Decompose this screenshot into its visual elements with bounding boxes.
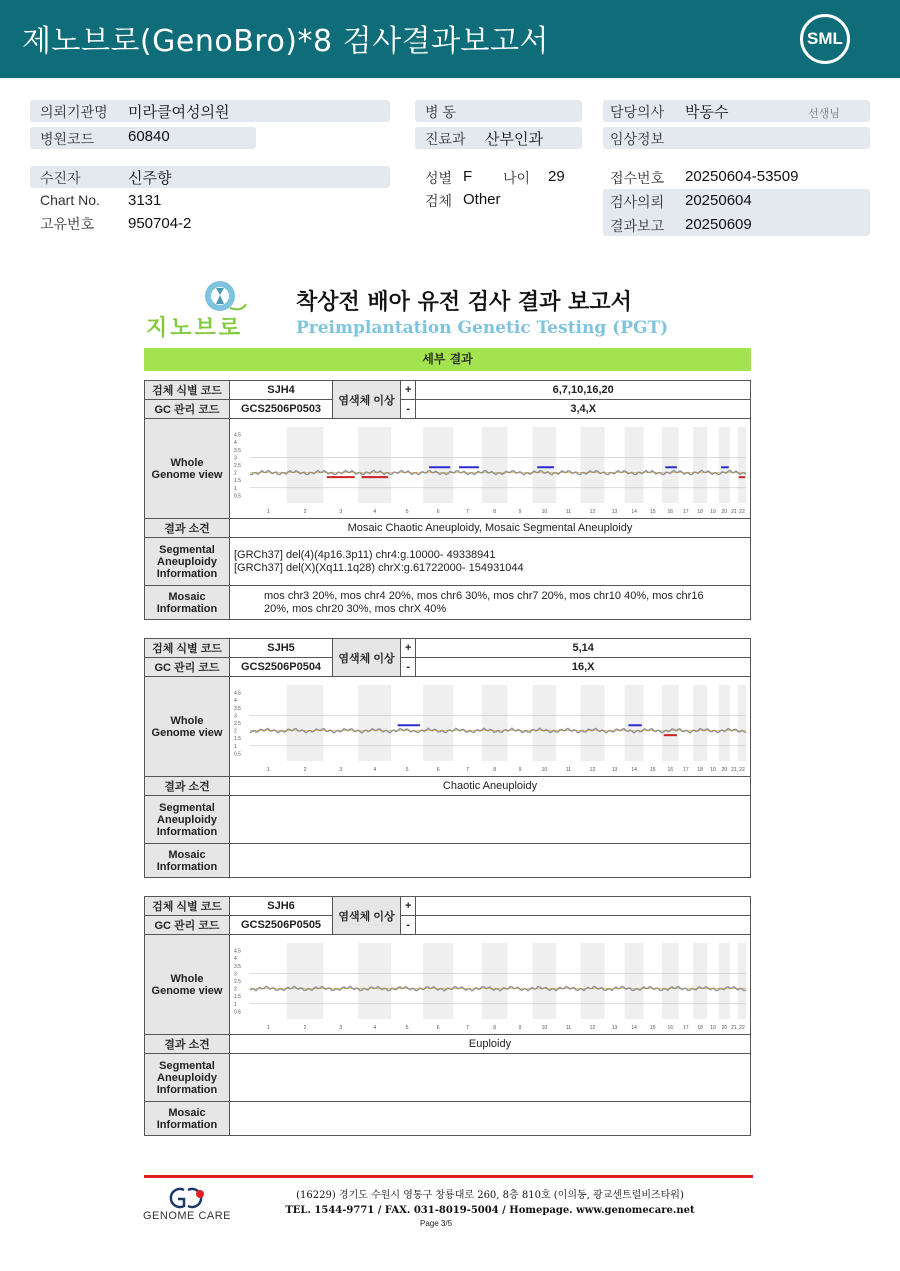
whole-genome-label: Whole Genome view — [145, 677, 230, 777]
y-tick-label: 1.5 — [234, 478, 241, 485]
y-tick-label: 1 — [234, 485, 237, 492]
y-tick-label: 1 — [234, 743, 237, 750]
age-value: 29 — [548, 168, 565, 185]
loss-sign: - — [401, 400, 416, 419]
chrom-tick-label: 11 — [565, 767, 572, 773]
dept-value: 산부인과 — [485, 131, 543, 148]
chrom-tick-label: 20 — [721, 1025, 728, 1031]
segmental-label: Segmental Aneuploidy Information — [145, 538, 230, 586]
y-tick-label: 4.5 — [234, 948, 241, 955]
segmental-value — [230, 1054, 751, 1102]
sample-table — [144, 380, 751, 620]
y-tick-label: 2 — [234, 986, 237, 993]
mosaic-value — [230, 844, 751, 878]
chrom-tick-label: 16 — [667, 767, 674, 773]
sml-logo: SML — [800, 14, 850, 64]
chrom-tick-label: 6 — [436, 1025, 440, 1031]
footer-contact: TEL. 1544-9771 / FAX. 031-8019-5004 / Homepage. www.genomecare.net — [285, 1205, 695, 1216]
chrom-tick-label: 19 — [710, 1025, 716, 1031]
chrom-tick-label: 14 — [631, 767, 637, 773]
chrom-tick-label: 13 — [611, 767, 618, 773]
gc-code-value: GCS2506P0504 — [230, 658, 333, 677]
hospital-code-value: 60840 — [128, 128, 170, 145]
gc-code-value: GCS2506P0503 — [230, 400, 333, 419]
chrom-tick-label: 4 — [373, 767, 377, 773]
chrom-tick-label: 12 — [589, 767, 596, 773]
chrom-tick-label: 2 — [303, 509, 307, 515]
chrom-tick-label: 14 — [631, 1025, 637, 1031]
request-value: 20250604 — [685, 192, 752, 209]
y-tick-label: 4 — [234, 956, 237, 963]
chrom-tick-label: 14 — [631, 509, 637, 515]
chrom-tick-label: 6 — [436, 767, 440, 773]
receipt-label: 접수번호 — [610, 170, 665, 186]
chrom-tick-label: 17 — [683, 767, 689, 773]
chrom-tick-label: 18 — [697, 1025, 703, 1031]
chrom-tick-label: 1 — [266, 509, 270, 515]
loss-sign: - — [401, 658, 416, 677]
sex-label: 성별 — [425, 170, 453, 186]
gain-chromosomes: 5,14 — [416, 639, 751, 658]
finding-value: Euploidy — [230, 1035, 751, 1054]
genome-care-logo-icon — [166, 1186, 208, 1210]
y-tick-label: 3.5 — [234, 447, 241, 454]
chrom-tick-label: 17 — [683, 1025, 689, 1031]
chrom-tick-label: 22 — [739, 509, 745, 515]
y-tick-label: 2.5 — [234, 721, 241, 727]
footer-address-block — [270, 1188, 710, 1218]
finding-value: Chaotic Aneuploidy — [230, 777, 751, 796]
chrom-tick-label: 9 — [518, 1025, 522, 1031]
chrom-tick-label: 15 — [650, 1025, 656, 1031]
chrom-tick-label: 4 — [373, 1025, 377, 1031]
unique-id-label: 고유번호 — [40, 216, 95, 232]
mosaic-value: mos chr3 20%, mos chr4 20%, mos chr6 30%, mos chr7 20%, mos chr10 40%, mos chr16 20%, mos chr20 30%, mos chrX 40% — [230, 586, 751, 620]
finding-label: 결과 소견 — [145, 519, 230, 538]
chrom-tick-label: 15 — [650, 509, 656, 515]
y-tick-label: 3.5 — [234, 705, 241, 712]
hospital-code-label: 병원코드 — [40, 131, 95, 147]
specimen-label: 검체 — [425, 193, 453, 209]
gain-chromosomes — [416, 897, 751, 916]
chrom-abnormal-label: 염색체 이상 — [333, 381, 401, 419]
chrom-tick-label: 8 — [493, 767, 497, 773]
y-tick-label: 3.5 — [234, 963, 241, 970]
chrom-tick-label: 11 — [565, 509, 572, 515]
y-tick-label: 3 — [234, 713, 237, 720]
chrom-tick-label: 8 — [493, 509, 497, 515]
y-tick-label: 2 — [234, 728, 237, 735]
loss-chromosomes — [416, 916, 751, 935]
y-tick-label: 0.5 — [234, 1009, 241, 1016]
finding-value: Mosaic Chaotic Aneuploidy, Mosaic Segmental Aneuploidy — [230, 519, 751, 538]
genobro-logo-text: 지노브로 — [146, 316, 244, 341]
y-tick-label: 4.5 — [234, 432, 241, 439]
dept-label: 진료과 — [425, 131, 466, 147]
loss-sign: - — [401, 916, 416, 935]
y-tick-label: 1 — [234, 1001, 237, 1008]
chrom-tick-label: 19 — [710, 767, 716, 773]
gain-sign: + — [401, 639, 416, 658]
sample-id-value: SJH4 — [230, 381, 333, 400]
sample-id-label: 검체 식별 코드 — [145, 897, 230, 916]
chrom-tick-label: 10 — [541, 767, 548, 773]
y-tick-label: 0.5 — [234, 493, 241, 500]
genome-care-brand: GENOME CARE — [143, 1210, 232, 1222]
report-header-title: 제노브로(GenoBro)*8 검사결과보고서 — [22, 24, 549, 59]
gain-sign: + — [401, 381, 416, 400]
y-tick-label: 2.5 — [234, 463, 241, 469]
whole-genome-plot — [232, 421, 750, 515]
sample-id-value: SJH5 — [230, 639, 333, 658]
y-tick-label: 1.5 — [234, 994, 241, 1001]
chrom-tick-label: 19 — [710, 509, 716, 515]
chrom-tick-label: 15 — [650, 767, 656, 773]
loss-chromosomes: 3,4,X — [416, 400, 751, 419]
ward-label: 병 동 — [425, 104, 456, 120]
gain-chromosomes: 6,7,10,16,20 — [416, 381, 751, 400]
chrom-tick-label: 21 — [731, 1025, 737, 1031]
chrom-tick-label: 13 — [611, 1025, 618, 1031]
whole-genome-plot — [232, 679, 750, 773]
mosaic-label: Mosaic Information — [145, 586, 230, 620]
gc-code-label: GC 관리 코드 — [145, 400, 230, 419]
segmental-line: [GRCh37] del(X)(Xq11.1q28) chrX:g.61722000- 154931044 — [234, 561, 524, 574]
y-tick-label: 2.5 — [234, 979, 241, 985]
detail-section-header: 세부 결과 — [144, 348, 751, 371]
unique-id-value: 950704-2 — [128, 215, 192, 232]
chrom-tick-label: 11 — [565, 1025, 572, 1031]
chrom-abnormal-label: 염색체 이상 — [333, 897, 401, 935]
chrom-tick-label: 22 — [739, 767, 745, 773]
gain-sign: + — [401, 897, 416, 916]
report-date-label: 결과보고 — [610, 218, 665, 234]
chrom-tick-label: 5 — [405, 1025, 409, 1031]
chrom-tick-label: 3 — [339, 509, 343, 515]
loss-chromosomes: 16,X — [416, 658, 751, 677]
chrom-tick-label: 22 — [739, 1025, 745, 1031]
doctor-suffix: 선생님 — [808, 108, 840, 120]
patient-name-label: 수진자 — [40, 170, 81, 186]
chrom-tick-label: 8 — [493, 1025, 497, 1031]
chrom-tick-label: 12 — [589, 1025, 596, 1031]
chrom-tick-label: 21 — [731, 509, 737, 515]
chart-label: Chart No. — [40, 192, 100, 208]
y-tick-label: 3 — [234, 971, 237, 978]
chrom-tick-label: 1 — [266, 1025, 270, 1031]
y-tick-label: 4 — [234, 440, 237, 447]
sample-table — [144, 896, 751, 1136]
finding-label: 결과 소견 — [145, 1035, 230, 1054]
chrom-abnormal-label: 염색체 이상 — [333, 639, 401, 677]
receipt-value: 20250604-53509 — [685, 168, 799, 185]
chrom-tick-label: 10 — [541, 509, 548, 515]
mosaic-value — [230, 1102, 751, 1136]
chrom-tick-label: 21 — [731, 767, 737, 773]
patient-name-value: 신주향 — [128, 170, 172, 187]
mosaic-label: Mosaic Information — [145, 844, 230, 878]
institution-label: 의뢰기관명 — [40, 104, 108, 120]
chrom-tick-label: 6 — [436, 509, 440, 515]
chrom-tick-label: 18 — [697, 509, 703, 515]
doctor-label: 담당의사 — [610, 104, 665, 120]
whole-genome-label: Whole Genome view — [145, 935, 230, 1035]
report-title: 착상전 배아 유전 검사 결과 보고서 — [296, 290, 632, 315]
specimen-value: Other — [463, 191, 501, 208]
sex-value: F — [463, 168, 473, 185]
segmental-label: Segmental Aneuploidy Information — [145, 796, 230, 844]
chrom-tick-label: 5 — [405, 509, 409, 515]
sample-table — [144, 638, 751, 878]
chrom-tick-label: 20 — [721, 509, 728, 515]
finding-label: 결과 소견 — [145, 777, 230, 796]
segmental-label: Segmental Aneuploidy Information — [145, 1054, 230, 1102]
chrom-tick-label: 16 — [667, 509, 674, 515]
footer-divider — [144, 1175, 753, 1178]
patient-name-row — [30, 166, 390, 188]
chrom-tick-label: 2 — [303, 767, 307, 773]
mosaic-label: Mosaic Information — [145, 1102, 230, 1136]
chrom-tick-label: 2 — [303, 1025, 307, 1031]
institution-value: 미라클여성의원 — [128, 104, 230, 121]
chrom-tick-label: 7 — [466, 509, 469, 515]
chart-value: 3131 — [128, 192, 162, 209]
chrom-tick-label: 3 — [339, 1025, 343, 1031]
page-number: Page 3/5 — [420, 1219, 453, 1228]
sample-id-label: 검체 식별 코드 — [145, 381, 230, 400]
gc-code-value: GCS2506P0505 — [230, 916, 333, 935]
age-label: 나이 — [503, 170, 531, 186]
sample-id-value: SJH6 — [230, 897, 333, 916]
chrom-tick-label: 9 — [518, 767, 522, 773]
footer-address: (16229) 경기도 수원시 영통구 창룡대로 260, 8층 810호 (이의동, 광교센트럴비즈타워) — [296, 1190, 684, 1201]
whole-genome-plot — [232, 937, 750, 1031]
report-date-value: 20250609 — [685, 216, 752, 233]
request-label: 검사의뢰 — [610, 194, 665, 210]
segmental-value — [230, 538, 751, 586]
chrom-tick-label: 3 — [339, 767, 343, 773]
doctor-value: 박동수 — [685, 104, 729, 121]
chrom-tick-label: 7 — [466, 767, 469, 773]
clinical-label: 임상정보 — [610, 131, 665, 147]
chrom-tick-label: 7 — [466, 1025, 469, 1031]
report-header — [0, 0, 900, 78]
y-tick-label: 0.5 — [234, 751, 241, 758]
y-tick-label: 4.5 — [234, 690, 241, 697]
y-tick-label: 2 — [234, 470, 237, 477]
chrom-tick-label: 12 — [589, 509, 596, 515]
chrom-tick-label: 20 — [721, 767, 728, 773]
sample-id-label: 검체 식별 코드 — [145, 639, 230, 658]
chrom-tick-label: 5 — [405, 767, 409, 773]
chrom-tick-label: 18 — [697, 767, 703, 773]
chrom-tick-label: 16 — [667, 1025, 674, 1031]
gc-code-label: GC 관리 코드 — [145, 658, 230, 677]
gc-code-label: GC 관리 코드 — [145, 916, 230, 935]
whole-genome-label: Whole Genome view — [145, 419, 230, 519]
chrom-tick-label: 17 — [683, 509, 689, 515]
chrom-tick-label: 10 — [541, 1025, 548, 1031]
chrom-tick-label: 4 — [373, 509, 377, 515]
report-subtitle: Preimplantation Genetic Testing (PGT) — [296, 318, 669, 338]
y-tick-label: 3 — [234, 455, 237, 462]
y-tick-label: 4 — [234, 698, 237, 705]
y-tick-label: 1.5 — [234, 736, 241, 743]
chrom-tick-label: 13 — [611, 509, 618, 515]
segmental-line: [GRCh37] del(4)(4p16.3p11) chr4:g.10000- 49338941 — [234, 548, 496, 561]
chrom-tick-label: 1 — [266, 767, 270, 773]
segmental-value — [230, 796, 751, 844]
chrom-tick-label: 9 — [518, 509, 522, 515]
